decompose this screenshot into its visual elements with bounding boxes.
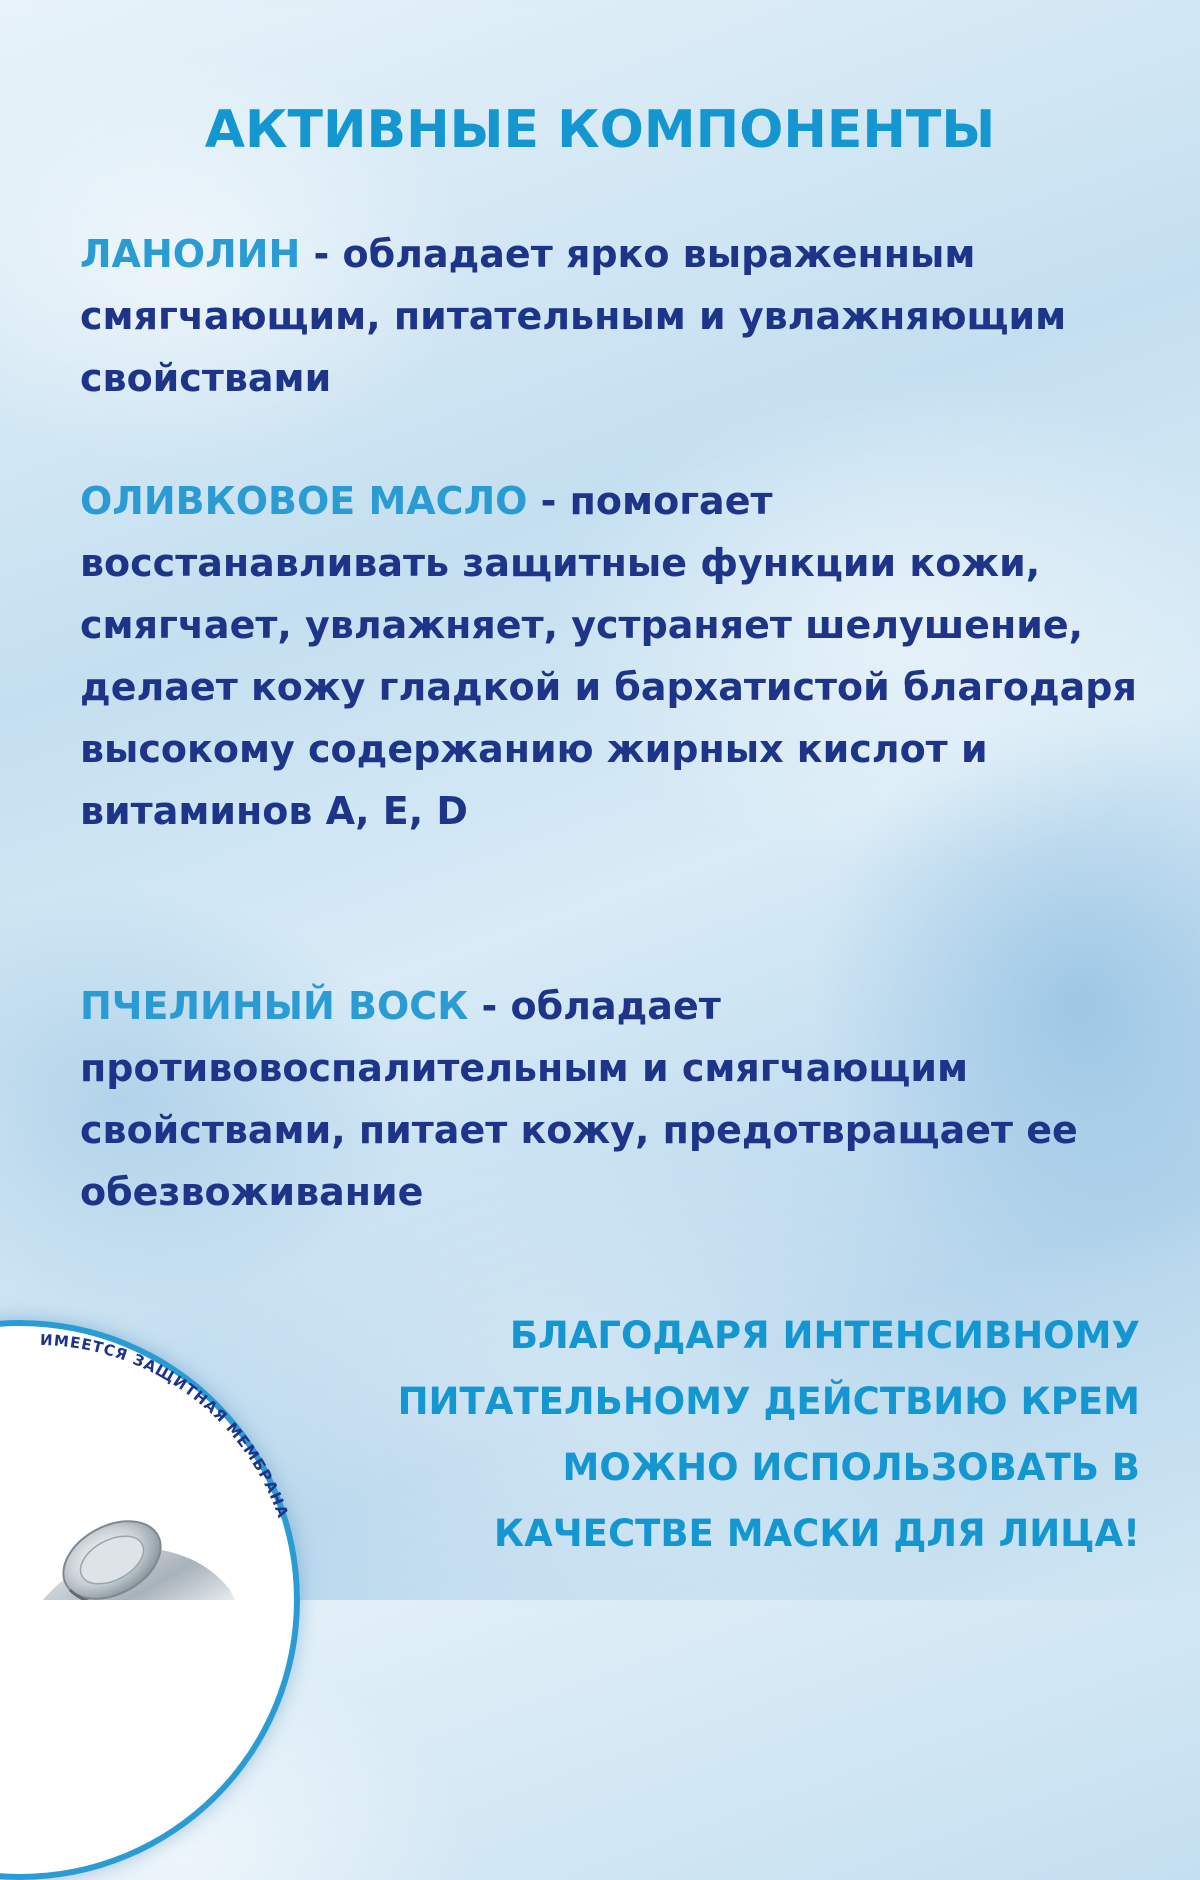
component-description: - обладает противовоспалительным и смягчающим свойствами, питает кожу, предотвращает ее обезвоживание	[80, 984, 1078, 1214]
component-description: - обладает ярко выраженным смягчающим, питательным и увлажняющим свойствами	[80, 232, 1067, 400]
component-lanolin	[80, 223, 1140, 409]
component-beeswax	[80, 975, 1140, 1223]
membrane-badge-graphic	[0, 1260, 340, 1600]
component-term: ЛАНОЛИН	[80, 232, 301, 276]
mask-usage-note	[280, 1303, 1140, 1567]
tube-cap-icon	[27, 1506, 250, 1600]
note-line: ПИТАТЕЛЬНОМУ ДЕЙСТВИЮ КРЕМ	[397, 1380, 1140, 1423]
note-line: МОЖНО ИСПОЛЬЗОВАТЬ В	[562, 1446, 1140, 1489]
note-line: БЛАГОДАРЯ ИНТЕНСИВНОМУ	[509, 1314, 1140, 1357]
page-title: АКТИВНЫЕ КОМПОНЕНТЫ	[204, 100, 996, 160]
component-term: ПЧЕЛИНЫЙ ВОСК	[80, 984, 469, 1028]
note-line: КАЧЕСТВЕ МАСКИ ДЛЯ ЛИЦА!	[493, 1512, 1140, 1555]
component-description: - помогает восстанавливать защитные функции кожи, смягчает, увлажняет, устраняет шелушение, делает кожу гладкой и бархатистой благодаря высокому содержанию жирных кислот и витаминов А, Е, D	[80, 479, 1137, 833]
component-olive-oil	[80, 470, 1140, 842]
component-term: ОЛИВКОВОЕ МАСЛО	[80, 479, 528, 523]
membrane-badge-text: ИМЕЕТСЯ ЗАЩИТНАЯ МЕМБРАНА	[39, 1330, 293, 1521]
